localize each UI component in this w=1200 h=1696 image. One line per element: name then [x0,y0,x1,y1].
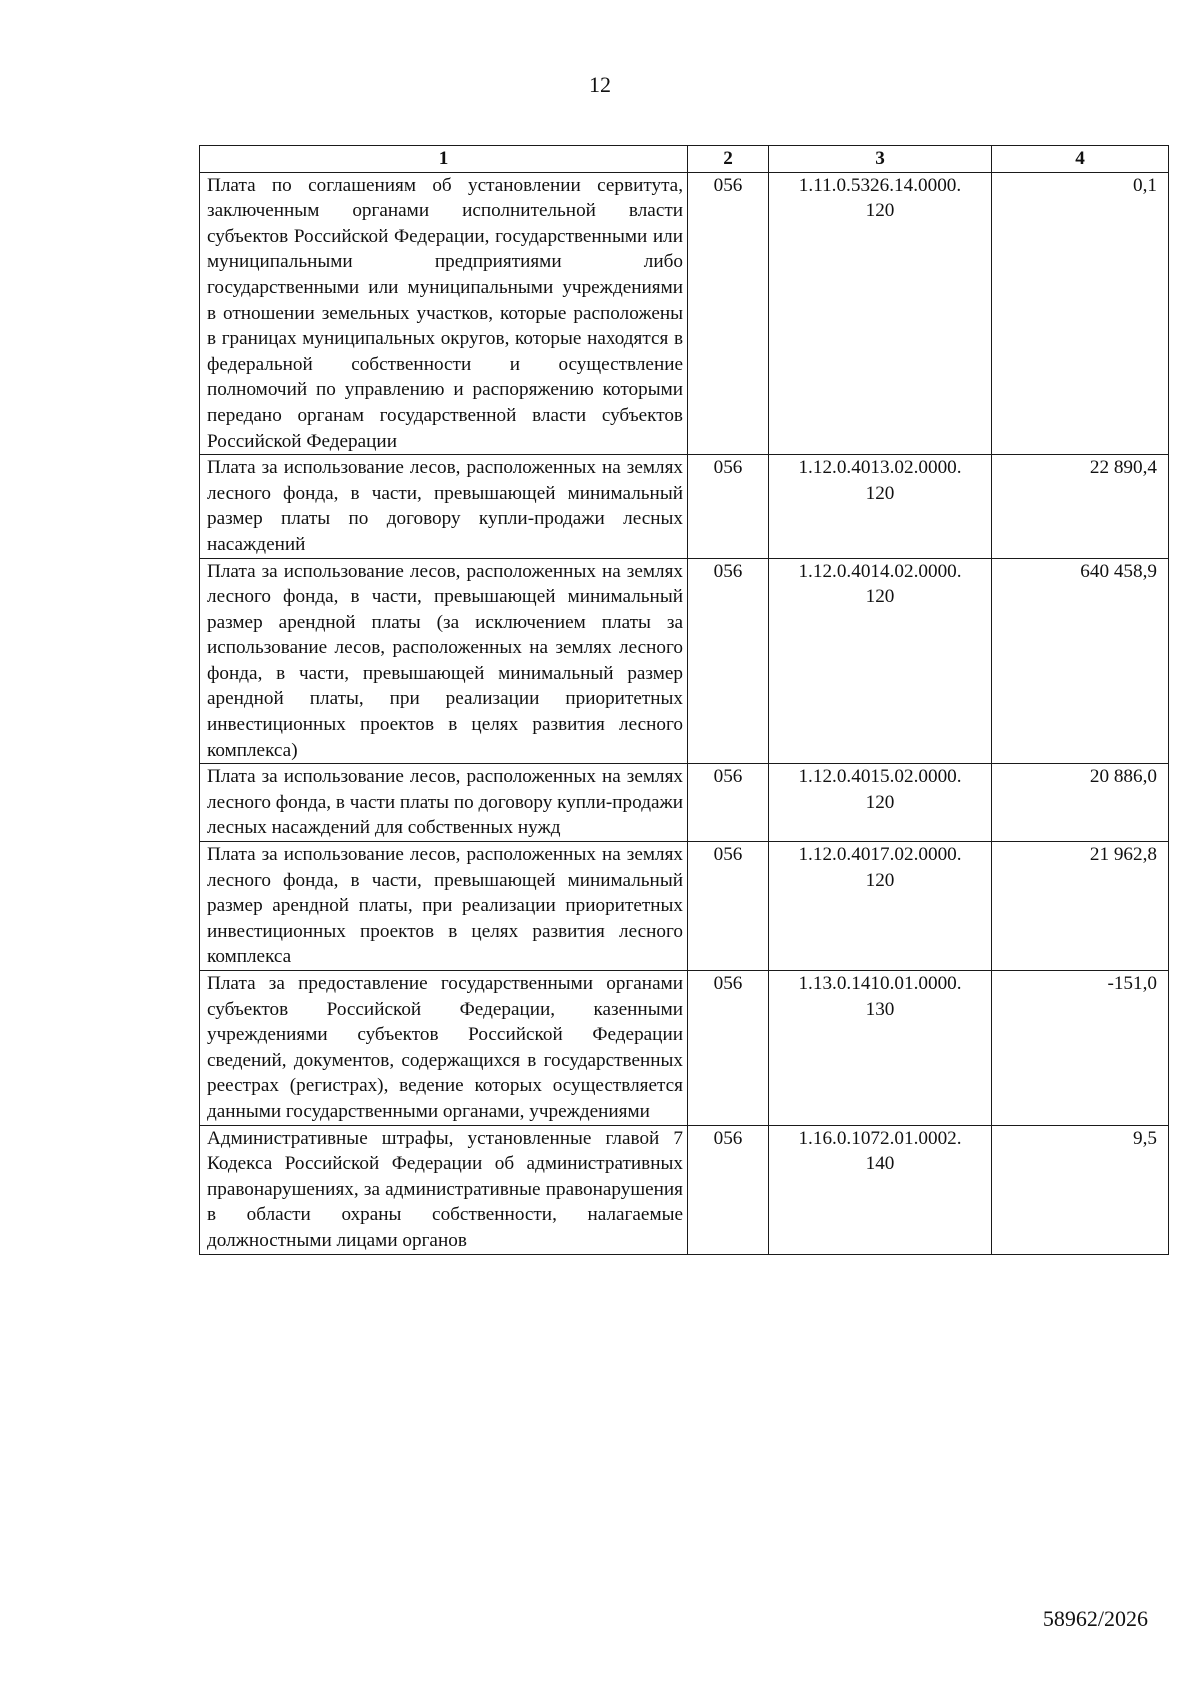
row-amount: 640 458,9 [992,558,1169,764]
kbk-suffix: 140 [865,1153,895,1175]
row-kbk [769,842,992,971]
kbk-suffix: 120 [865,869,895,891]
row-code: 056 [688,971,769,1126]
row-kbk [769,172,992,455]
kbk-suffix: 120 [865,586,895,608]
row-description: Плата за использование лесов, расположенных на землях лесного фонда, в части, превышающей минимальный размер арендной платы, при реализации приоритетных инвестиционных проектов в целях развития лесного комплекса [200,842,688,971]
row-code: 056 [688,172,769,455]
row-description: Плата за использование лесов, расположенных на землях лесного фонда, в части, превышающей минимальный размер платы по договору купли-продажи лесных насаждений [200,455,688,558]
row-amount: 21 962,8 [992,842,1169,971]
row-description: Плата за использование лесов, расположенных на землях лесного фонда, в части платы по договору купли-продажи лесных насаждений для собственных нужд [200,764,688,842]
row-code: 056 [688,764,769,842]
row-amount: 9,5 [992,1125,1169,1254]
kbk-suffix: 120 [865,200,895,222]
row-kbk [769,455,992,558]
table-body [200,172,1169,1254]
kbk-code: 1.12.0.4017.02.0000. [798,844,962,866]
page-number: 12 [589,72,611,97]
kbk-code: 1.16.0.1072.01.0002. [798,1127,962,1149]
table-row [200,971,1169,1126]
kbk-code: 1.12.0.4013.02.0000. [798,457,962,479]
row-amount: 0,1 [992,172,1169,455]
table-row [200,842,1169,971]
kbk-suffix: 120 [865,791,895,813]
header-col-2: 2 [688,146,769,173]
header-col-4: 4 [992,146,1169,173]
kbk-code: 1.13.0.1410.01.0000. [798,973,962,994]
header-row [200,146,1169,173]
row-description: Плата по соглашениям об установлении сервитута, заключенным органами исполнительной власти субъектов Российской Федерации, государственными или муниципальными предприятиями либо государственными или муниципальными учреждениями в отношении земельных участков, которые расположены в границах муниципальных округов, которые находятся в федеральной собственности и осуществление полномочий по управлению и распоряжению которыми передано органам государственной власти субъектов Российской Федерации [200,172,688,455]
row-code: 056 [688,1125,769,1254]
row-amount: 22 890,4 [992,455,1169,558]
revenue-table [199,145,1169,1255]
table-row [200,764,1169,842]
kbk-suffix: 120 [865,482,895,504]
row-amount: 20 886,0 [992,764,1169,842]
header-col-1: 1 [200,146,688,173]
kbk-suffix: 130 [865,998,895,1020]
row-code: 056 [688,842,769,971]
table-header [200,146,1169,173]
table-row [200,172,1169,455]
row-description: Плата за использование лесов, расположенных на землях лесного фонда, в части, превышающей минимальный размер арендной платы (за исключением платы за использование лесов, расположенных на землях лесного фонда, в части, превышающей минимальный размер арендной платы, при реализации приоритетных инвестиционных проектов в целях развития лесного комплекса) [200,558,688,764]
row-description: Административные штрафы, установленные главой 7 Кодекса Российской Федерации об административных правонарушениях, за административные правонарушения в области охраны собственности, налагаемые должностными лицами органов [200,1125,688,1254]
kbk-code: 1.11.0.5326.14.0000. [798,174,962,196]
row-code: 056 [688,455,769,558]
table-row [200,1125,1169,1254]
row-kbk [769,1125,992,1254]
row-kbk [769,971,992,1126]
row-code: 056 [688,558,769,764]
document-id: 58962/2026 [1042,1606,1148,1631]
kbk-code: 1.12.0.4015.02.0000. [798,766,962,788]
row-amount: -151,0 [992,971,1169,1126]
header-col-3: 3 [769,146,992,173]
table-row [200,558,1169,764]
kbk-code: 1.12.0.4014.02.0000. [798,560,962,582]
row-kbk [769,558,992,764]
row-description: Плата за предоставление государственными органами субъектов Российской Федерации, казенными учреждениями субъектов Российской Федерации сведений, документов, содержащихся в государственных реестрах (регистрах), ведение которых осуществляется данными государственными органами, учреждениями [200,971,688,1126]
table-row [200,455,1169,558]
row-kbk [769,764,992,842]
